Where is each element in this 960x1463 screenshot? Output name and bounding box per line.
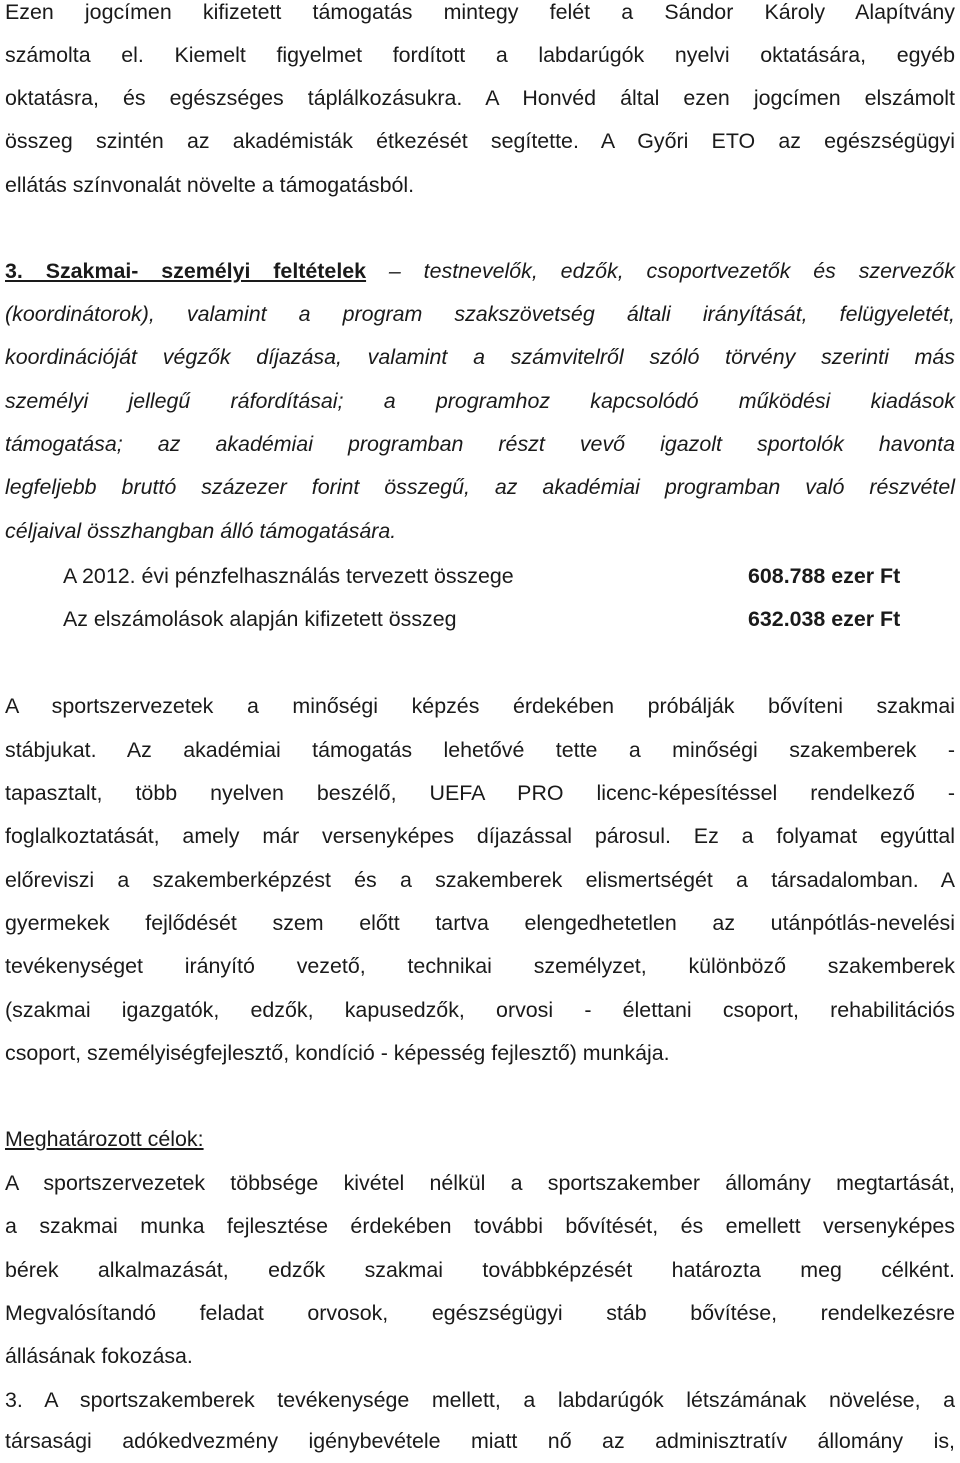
text-line: személyi jellegű ráfordításai; a programhoz kapcsolódó működési kiadások <box>5 389 955 413</box>
text-line: gyermekek fejlődését szem előtt tartva elengedhetetlen az utánpótlás-nevelési <box>5 911 955 935</box>
amount-row <box>5 598 955 641</box>
text-line: Megvalósítandó feladat orvosok, egészségügyi stáb bővítése, rendelkezésre <box>5 1301 955 1325</box>
text-line: állásának fokozása. <box>5 1344 193 1368</box>
heading-dash: – <box>366 259 424 283</box>
text-line: (koordinátorok), valamint a program szakszövetség általi irányítását, felügyeletét, <box>5 302 955 326</box>
text-line: tapasztalt, több nyelven beszélő, UEFA PRO licenc-képesítéssel rendelkező - <box>5 781 955 805</box>
text-line: (szakmai igazgatók, edzők, kapusedzők, orvosi - élettani csoport, rehabilitációs <box>5 998 955 1022</box>
text-line: tevékenységet irányító vezető, technikai személyzet, különböző szakemberek <box>5 954 955 978</box>
goals-heading: Meghatározott célok: <box>5 1127 204 1151</box>
amount-label: Az elszámolások alapján kifizetett összeg <box>63 607 457 631</box>
text-line: támogatása; az akadémiai programban részt vevő igazolt sportolók havonta <box>5 432 955 456</box>
text-line: A sportszervezetek a minőségi képzés érdekében próbálják bővíteni szakmai <box>5 694 955 718</box>
amount-value: 632.038 ezer Ft <box>748 607 901 631</box>
text-line: előreviszi a szakemberképzést és a szakemberek elismertségét a társadalomban. A <box>5 868 955 892</box>
text-line: társasági adókedvezmény igénybevétele miatt nő az adminisztratív állomány is, <box>5 1429 955 1453</box>
text-line: oktatásra, és egészséges táplálkozásukra. A Honvéd által ezen jogcímen elszámolt <box>5 86 955 110</box>
amount-label: A 2012. évi pénzfelhasználás tervezett összege <box>63 564 514 588</box>
text-line: 3. A sportszakemberek tevékenysége mellett, a labdarúgók létszámának növelése, a <box>5 1388 955 1412</box>
section-heading: 3. Szakmai- személyi feltételek <box>5 259 367 283</box>
goals-heading-line <box>5 1118 955 1161</box>
amount-value: 608.788 ezer Ft <box>748 564 901 588</box>
text-line: bérek alkalmazását, edzők szakmai továbbképzését határozta meg célként. <box>5 1258 955 1282</box>
text-line: ellátás színvonalát növelte a támogatásból. <box>5 173 415 197</box>
heading-continuation: testnevelők, edzők, csoportvezetők és szervezők <box>423 259 955 283</box>
text-line: összeg szintén az akadémisták étkezését segítette. A Győri ETO az egészségügyi <box>5 129 955 153</box>
text-line: legfeljebb bruttó százezer forint összegű, az akadémiai programban való részvétel <box>5 475 955 499</box>
text-line: koordinációját végzők díjazása, valamint a számvitelről szóló törvény szerinti más <box>5 345 955 369</box>
text-line: céljaival összhangban álló támogatására. <box>5 519 397 543</box>
text-line: csoport, személyiségfejlesztő, kondíció - képesség fejlesztő) munkája. <box>5 1041 670 1065</box>
section-heading-line <box>5 250 955 293</box>
text-line: stábjukat. Az akadémiai támogatás lehetővé tette a minőségi szakemberek - <box>5 738 955 762</box>
text-line: A sportszervezetek többsége kivétel nélkül a sportszakember állomány megtartását, <box>5 1171 955 1195</box>
text-line: Ezen jogcímen kifizetett támogatás mintegy felét a Sándor Károly Alapítvány <box>5 0 955 24</box>
text-line: foglalkoztatását, amely már versenyképes díjazással párosul. Ez a folyamat egyúttal <box>5 824 955 848</box>
amount-row <box>5 555 955 598</box>
text-line: számolta el. Kiemelt figyelmet fordított a labdarúgók nyelvi oktatására, egyéb <box>5 43 955 67</box>
text-line: a szakmai munka fejlesztése érdekében további bővítését, és emellett versenyképes <box>5 1214 955 1238</box>
